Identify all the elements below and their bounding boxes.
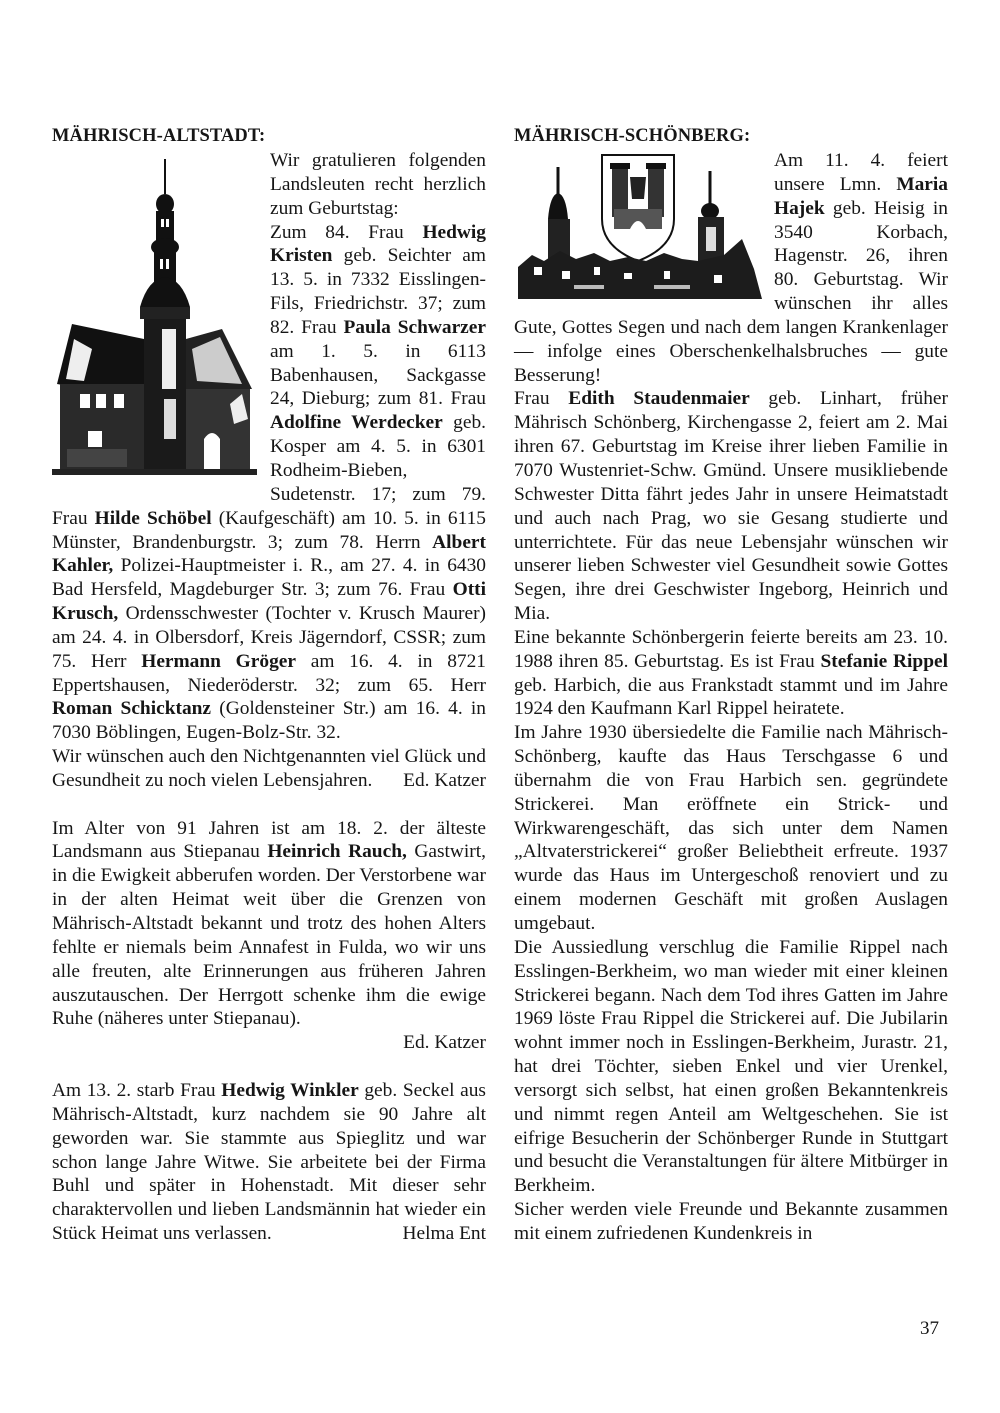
obituary-hedwig-winkler: Am 13. 2. starb Frau Hedwig Winkler geb. Seckel aus Mährisch-Altstadt, kurz nachdem sie 90 Jahre alt geworden war. Sie stammte aus Spieglitz und war schon lange Jahre Witwe. Sie arbeitete bei der Firma Buhl und später in Hohenstadt. Mit dieser sehr charaktervollen und lieben Landsmännin hat wieder ein Stück Heimat uns verlassen. [52,1080,486,1245]
person-name: Hedwig Kristen [270,221,486,267]
signature: Ed. Katzer [403,769,486,791]
right-column [514,124,948,1246]
rippel-history-1930: Im Jahre 1930 übersiedelte die Familie nach Mährisch-Schönberg, kaufte das Haus Terschgasse 6 und übernahm die von Frau Harbich sen. gegründete Strickerei. Man eröffnete ein Strick- und Wirkwarengeschäft, das sich unter dem Namen „Altvaterstrickerei“ großer Beliebtheit erfreute. 1937 wurde das Haus im Untergeschoß renoviert und zu einem modernen Geschäft mit großen Auslagen umgebaut. [514,722,948,934]
person-name: Hermann Gröger [141,650,296,672]
birthday-stefanie-rippel: Eine bekannte Schönbergerin feierte bereits am 23. 10. 1988 ihren 85. Geburtstag. Es ist Frau Stefanie Rippel geb. Harbich, die aus Frankstadt stammt und im Jahre 1924 den Kaufmann Karl Rippel heiratete. [514,626,948,720]
rippel-closing: Sicher werden viele Freunde und Bekannte zusammen mit einem zufriedenen Kundenkreis in [514,1199,948,1244]
birthday-edith-staudenmaier: Frau Edith Staudenmaier geb. Linhart, früher Mährisch Schönberg, Kirchengasse 2, feiert am 2. Mai ihren 67. Geburtstag im Kreise ihrer lieben Familie in 7070 Wustenriet-Schw. Gmünd. Unsere musikliebende Schwester Ditta fährt jedes Jahr in unsere Heimatstadt und auch nach Prag, wo sie Gesang studierte und unterrichtete. Für das neue Lebensjahr wünschen wir unserer lieben Schwester viel Gesundheit sowie Gottes Segen, ihre drei Geschwister Ingeborg, Heinrich und Mia. [514,388,948,625]
person-name: Hedwig Winkler [221,1080,359,1102]
birthday-maria-hajek: Am 11. 4. feiert unsere Lmn. Maria Hajek geb. Heisig in 3540 Korbach, Hagenstr. 26, ihren 80. Geburtstag. Wir wünschen ihr alles Gute, Gottes Segen und nach dem langen Krankenlager — infolge eines Oberschenkelhalsbruches — gute Besserung! [514,150,948,386]
town-hall-illustration [52,149,264,484]
page-number: 37 [920,1318,939,1339]
person-name: Hilde Schöbel [94,507,212,529]
coat-of-arms-icon [514,149,766,305]
person-name: Roman Schicktanz [52,698,212,720]
section-heading-maehrisch-altstadt: MÄHRISCH-ALTSTADT: [52,126,266,146]
signature: Ed. Katzer [403,1032,486,1054]
birthday-closing: Wir wünschen auch den Nichtgenannten viel Glück und Gesundheit zu noch vielen Lebensjahren. [52,746,486,791]
person-name: Albert Kahler, [52,531,486,577]
section-heading-maehrisch-schoenberg: MÄHRISCH-SCHÖNBERG: [514,126,751,146]
town-hall-icon [52,149,264,484]
obituary-heinrich-rauch: Im Alter von 91 Jahren ist am 18. 2. der älteste Landsmann aus Stiepanau Heinrich Rauch, Gastwirt, in die Ewigkeit abberufen worden. Der Verstorbene war in der alten Heimat weit über die Grenzen von Mährisch-Altstadt bekannt und trotz des hohen Alters fehlte er niemals beim Annafest in Fulda, wo wir uns alle freuten, alte Erinnerungen aus früheren Jahren auszutauschen. Der Herrgott schenke ihm die ewige Ruhe (näheres unter Stiepanau). [52,817,486,1030]
person-name: Maria Hajek [774,173,948,219]
birthday-intro: Wir gratulieren folgenden Landsleuten recht herzlich zum Geburtstag: [270,150,486,219]
person-name: Stefanie Rippel [820,650,948,672]
rippel-history-aussiedlung: Die Aussiedlung verschlug die Familie Rippel nach Esslingen-Berkheim, wo man wieder mit einer kleinen Strickerei begann. Nach dem Tod ihres Gatten im Jahre 1969 löste Frau Rippel die Strickerei auf. Die Jubilarin wohnt immer noch in Esslingen-Berkheim, Jurastr. 21, hat drei Töchter, sieben Enkel und vier Urenkel, versorgt sich selbst, hat einen großen Bekanntenkreis und nimmt regen Anteil am Weltgeschehen. Sie ist eifrige Besucherin der Schönberger Runde in Stuttgart und besucht die Veranstaltungen für ältere Mitbürger in Berkheim. [514,936,948,1197]
left-column [52,124,486,1246]
person-name: Otti Krusch, [52,579,486,625]
signature: Helma Ent [402,1222,486,1244]
town-skyline-illustration [514,149,766,305]
birthday-list: Zum 84. Frau Hedwig Kristen geb. Seichter am 13. 5. in 7332 Eisslingen-Fils, Friedrichstr. 37; zum 82. Frau Paula Schwarzer am 1. 5. in 6113 Babenhausen, Sackgasse 24, Dieburg; zum 81. Frau Adolfine Werdecker geb. Kosper am 4. 5. in 6301 Rodheim-Bieben, Sudetenstr. 17; zum 79. Frau Hilde Schöbel (Kaufgeschäft) am 10. 5. in 6115 Münster, Brandenburgstr. 3; zum 78. Herrn Albert Kahler, Polizei-Hauptmeister i. R., am 27. 4. in 6430 Bad Hersfeld, Magdeburger Str. 3; zum 76. Frau Otti Krusch, Ordensschwester (Tochter v. Krusch Maurer) am 24. 4. in Olbersdorf, Kreis Jägerndorf, CSSR; zum 75. Herr Hermann Gröger am 16. 4. in 8721 Eppertshausen, Niederöderstr. 32; zum 65. Herr Roman Schicktanz (Goldensteiner Str.) am 16. 4. in 7030 Böblingen, Eugen-Bolz-Str. 32. [52,221,486,744]
person-name: Adolfine Werdecker [270,412,443,434]
person-name: Heinrich Rauch, [267,841,407,863]
person-name: Edith Staudenmaier [568,388,750,410]
person-name: Paula Schwarzer [343,316,486,338]
